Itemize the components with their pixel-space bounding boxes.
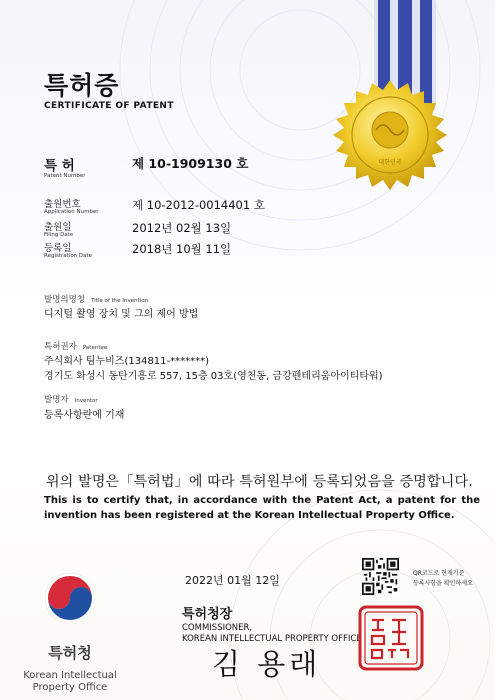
kipo-name-en-2: Property Office: [32, 682, 108, 693]
official-stamp-icon: [358, 605, 424, 671]
application-label: 출원번호: [44, 199, 81, 210]
certificate-title-en: CERTIFICATE OF PATENT: [44, 101, 174, 111]
application-number: 제 10-2012-0014401 호: [132, 198, 265, 212]
commissioner-title-en-1: COMMISSIONER,: [182, 623, 253, 633]
registration-label: 등록일: [44, 243, 72, 254]
filing-label-en: Filing Date: [44, 232, 74, 238]
patentee-name: 주식회사 팀누비즈(134811-*******): [44, 356, 210, 367]
invention-label-ko: 발명의명칭: [44, 295, 86, 305]
inventor-label: [44, 393, 98, 405]
invention-title: 디지털 촬영 장치 및 그의 제어 방법: [44, 309, 199, 320]
kipo-name-en-1: Korean Intellectual: [23, 670, 117, 681]
registration-label-en: Registration Date: [44, 253, 93, 259]
qr-note-line-2: 등록사항을 확인하세요: [413, 579, 473, 587]
patent-label: 특 허: [44, 158, 75, 174]
certificate-title: 특허증: [44, 71, 120, 100]
commissioner-title-en-2: KOREAN INTELLECTUAL PROPERTY OFFICE: [182, 634, 362, 644]
qr-code-icon[interactable]: [362, 558, 399, 595]
application-label-en: Application Number: [44, 209, 99, 215]
inventor-label-en: Inventor: [74, 398, 98, 404]
patent-number: 제 10-1909130 호: [132, 156, 249, 171]
filing-label: 출원일: [44, 222, 72, 233]
kipo-logo-icon: [44, 572, 96, 624]
kipo-name-ko: 특허청: [48, 644, 92, 662]
issue-date: 2022년 01월 12일: [185, 574, 280, 587]
qr-note: [413, 569, 473, 588]
patentee-label-en: Patentee: [82, 345, 108, 351]
qr-note-line-1: QR코드로 현재기준: [413, 570, 465, 577]
kipo-name-en: [0, 670, 140, 694]
invention-label: [44, 293, 148, 305]
commissioner-signature: 김 용래: [212, 647, 322, 681]
patentee-address: 경기도 화성시 동탄기흥로 557, 15층 03호(영천동, 금강펜테리움아이티타워): [44, 371, 383, 382]
certification-text-en: This is to certify that, in accordance with the Patent Act, a patent for the invention has been registered at the Korean Intellectual Property Office.: [44, 495, 480, 521]
patentee-label: [44, 340, 107, 352]
medal-text: 대한민국: [378, 159, 402, 166]
inventor-label-ko: 발명자: [44, 395, 69, 405]
gold-seal-icon: [331, 78, 449, 196]
invention-label-en: Title of the Invention: [91, 298, 149, 304]
inventor-value: 등록사항란에 기재: [44, 410, 125, 421]
registration-date: 2018년 10월 11일: [132, 242, 232, 256]
patent-label-en: Patent Number: [44, 173, 86, 179]
commissioner-title: 특허청장: [182, 607, 233, 622]
filing-date: 2012년 02월 13일: [132, 221, 232, 235]
certification-text-ko: 위의 발명은「특허법」에 따라 특허원부에 등록되었음을 증명합니다.: [46, 474, 473, 490]
patentee-label-ko: 특허권자: [44, 342, 77, 352]
